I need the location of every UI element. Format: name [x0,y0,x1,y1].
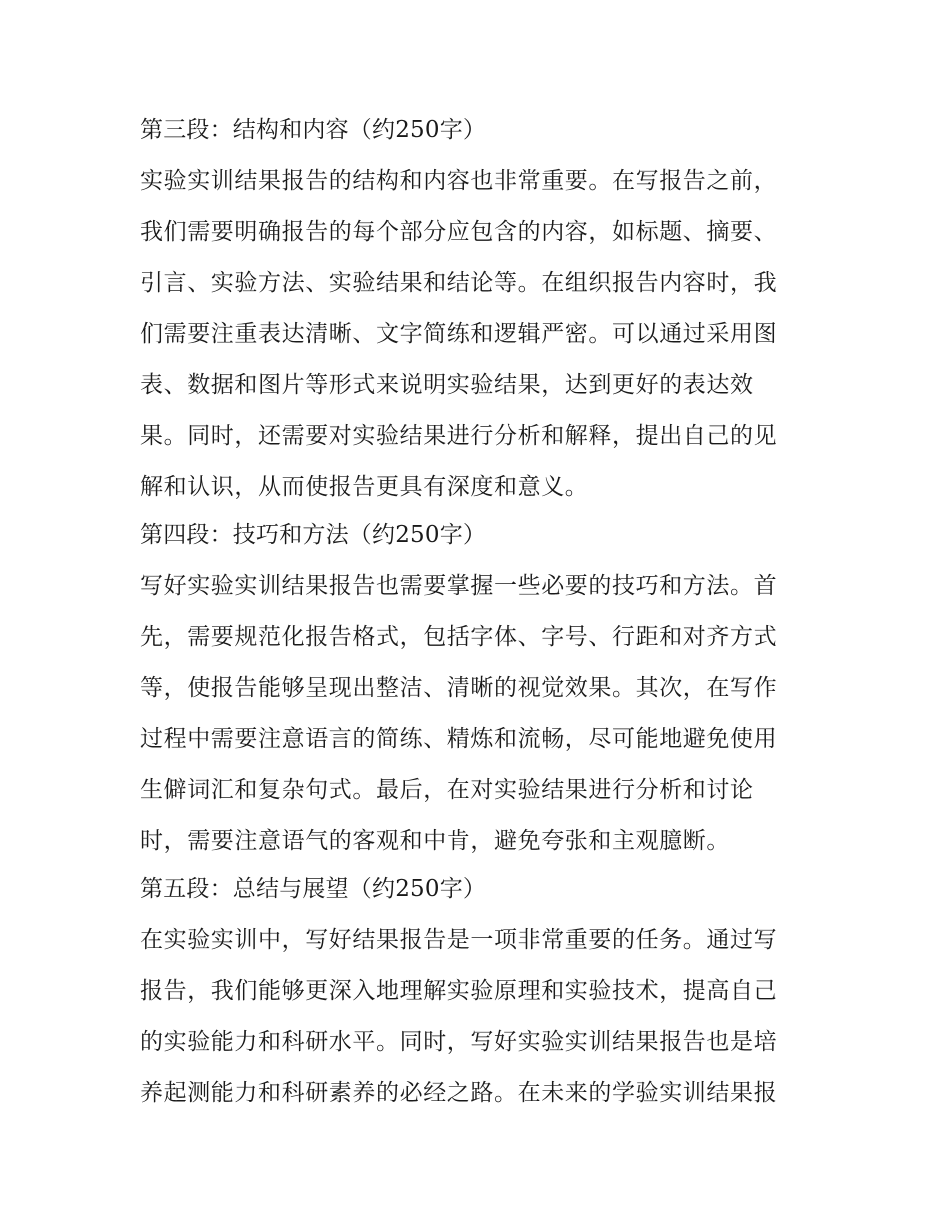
paragraph-line: 表、数据和图片等形式来说明实验结果，达到更好的表达效 [140,372,754,398]
paragraph-line: 果。同时，还需要对实验结果进行分析和解释，提出自己的见 [140,423,778,449]
paragraph-line: 先，需要规范化报告格式，包括字体、字号、行距和对齐方式 [140,624,778,650]
paragraph-line: 生僻词汇和复杂句式。最后，在对实验结果进行分析和讨论 [140,777,754,803]
paragraph-line: 过程中需要注意语言的简练、精炼和流畅，尽可能地避免使用 [140,726,778,752]
section-heading-5: 第五段：总结与展望（约250字） [140,876,487,902]
paragraph-line: 解和认识，从而使报告更具有深度和意义。 [140,474,589,500]
paragraph-line: 引言、实验方法、实验结果和结论等。在组织报告内容时，我 [140,270,778,296]
paragraph-line: 等，使报告能够呈现出整洁、清晰的视觉效果。其次，在写作 [140,675,778,701]
paragraph-line: 实验实训结果报告的结构和内容也非常重要。在写报告之前， [140,168,778,194]
section-heading-4: 第四段：技巧和方法（约250字） [140,522,487,548]
paragraph-line: 的实验能力和科研水平。同时，写好实验实训结果报告也是培 [140,1029,778,1055]
paragraph-line: 时，需要注意语气的客观和中肯，避免夸张和主观臆断。 [140,828,730,854]
section-heading-3: 第三段：结构和内容（约250字） [140,117,487,143]
paragraph-line: 报告，我们能够更深入地理解实验原理和实验技术，提高自己 [140,978,778,1004]
paragraph-line: 养起测能力和科研素养的必经之路。在未来的学验实训结果报 [140,1080,778,1106]
paragraph-line: 我们需要明确报告的每个部分应包含的内容，如标题、摘要、 [140,219,778,245]
paragraph-line: 写好实验实训结果报告也需要掌握一些必要的技巧和方法。首 [140,573,778,599]
paragraph-line: 在实验实训中，写好结果报告是一项非常重要的任务。通过写 [140,927,778,953]
paragraph-line: 们需要注重表达清晰、文字简练和逻辑严密。可以通过采用图 [140,321,778,347]
